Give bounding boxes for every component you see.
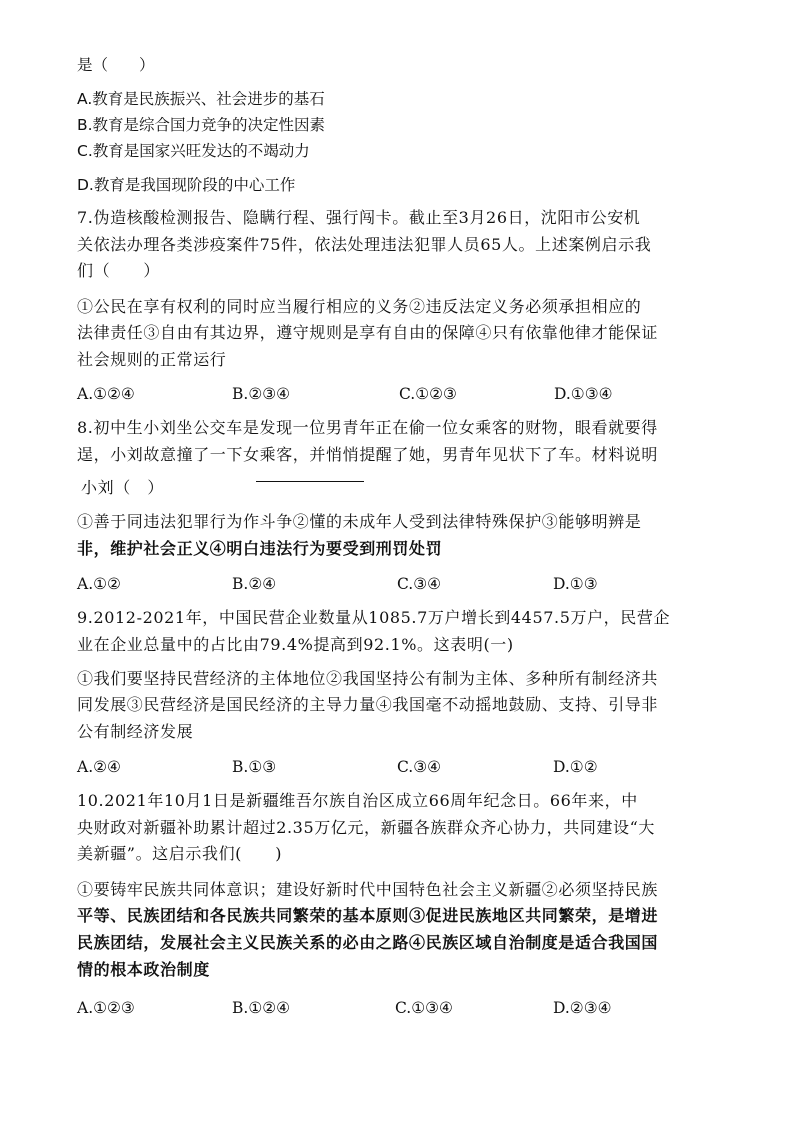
q8-statement-line-1: ①善于同违法犯罪行为作斗争②懂的未成年人受到法律特殊保护③能够明辨是 (77, 512, 642, 531)
q9-statement-line-3: 公有制经济发展 (77, 722, 194, 741)
q8-choice-b: B.②④ (232, 575, 277, 593)
q6-option-a: A.教育是民族振兴、社会进步的基石 (77, 90, 325, 108)
q9-stem-line-1: 9.2012-2021年，中国民营企业数量从1085.7万户增长到4457.5万户，民营企 (77, 608, 671, 627)
q7-statement-line-1: ①公民在享有权利的同时应当履行相应的义务②违反法定义务必须承担相应的 (77, 297, 642, 316)
q10-choice-a: A.①②③ (77, 999, 135, 1017)
q6-stem-tail: 是（ ） (77, 56, 155, 74)
q6-option-d: D.教育是我国现阶段的中心工作 (77, 176, 296, 194)
q8-choice-d: D.①③ (553, 575, 598, 593)
q8-choice-a: A.①② (77, 575, 121, 593)
q9-choice-d: D.①② (553, 758, 598, 776)
q10-choice-c: C.①③④ (395, 999, 453, 1017)
q10-statement-line-1: ①要铸牢民族共同体意识；建设好新时代中国特色社会主义新疆②必须坚持民族 (77, 880, 659, 899)
q7-stem-line-2: 关依法办理各类涉疫案件75件，依法处理违法犯罪人员65人。上述案例启示我 (77, 235, 652, 254)
q9-choice-a: A.②④ (77, 758, 121, 776)
q9-statement-line-1: ①我们要坚持民营经济的主体地位②我国坚持公有制为主体、多种所有制经济共 (77, 669, 659, 688)
q7-choice-c: C.①②③ (399, 385, 457, 403)
q8-stem-line-3: 小刘（ ） (81, 478, 165, 497)
q7-statement-line-3: 社会规则的正常运行 (77, 350, 227, 369)
q7-choice-b: B.②③④ (232, 385, 291, 403)
q9-choice-b: B.①③ (232, 758, 277, 776)
q10-stem-line-3: 美新疆”。这启示我们( ) (77, 844, 283, 863)
q7-stem-line-1: 7.伪造核酸检测报告、隐瞒行程、强行闯卡。截止至3月26日，沈阳市公安机 (77, 208, 641, 227)
q9-choice-c: C.③④ (397, 758, 442, 776)
q9-statement-line-2: 同发展③民营经济是国民经济的主导力量④我国毫不动摇地鼓励、支持、引导非 (77, 695, 659, 714)
q9-stem-line-2: 业在企业总量中的占比由79.4%提高到92.1%。这表明(一) (77, 635, 514, 654)
q7-statement-line-2: 法律责任③自由有其边界，遵守规则是享有自由的保障④只有依靠他律才能保证 (77, 323, 659, 342)
q6-option-b: B.教育是综合国力竞争的决定性因素 (77, 116, 326, 134)
q8-stem-line-1: 8.初中生小刘坐公交车是发现一位男青年正在偷一位女乘客的财物，眼看就要得 (77, 418, 658, 437)
q10-choice-d: D.②③④ (553, 999, 612, 1017)
q8-stem-line-2: 逞，小刘故意撞了一下女乘客，并悄悄提醒了她，男青年见状下了车。材料说明 (77, 445, 659, 464)
q10-stem-line-1: 10.2021年10月1日是新疆维吾尔族自治区成立66周年纪念日。66年来，中 (77, 791, 638, 810)
q10-statement-line-3: 民族团结，发展社会主义民族关系的必由之路④民族区域自治制度是适合我国国 (77, 933, 659, 952)
q10-statement-line-4: 情的根本政治制度 (77, 960, 210, 979)
q7-choice-d: D.①③④ (554, 385, 613, 403)
q7-choice-a: A.①②④ (77, 385, 135, 403)
q8-choice-c: C.③④ (397, 575, 442, 593)
q10-stem-line-2: 央财政对新疆补助累计超过2.35万亿元，新疆各族群众齐心协力，共同建设“大 (77, 818, 656, 837)
q7-stem-line-3: 们（ ） (77, 261, 161, 280)
q6-option-c: C.教育是国家兴旺发达的不竭动力 (77, 142, 310, 160)
underline-rule (256, 481, 364, 482)
q10-choice-b: B.①②④ (232, 999, 291, 1017)
q10-statement-line-2: 平等、民族团结和各民族共同繁荣的基本原则③促进民族地区共同繁荣，是增进 (77, 906, 659, 925)
q8-statement-line-2: 非，维护社会正义④明白违法行为要受到刑罚处罚 (77, 539, 443, 558)
